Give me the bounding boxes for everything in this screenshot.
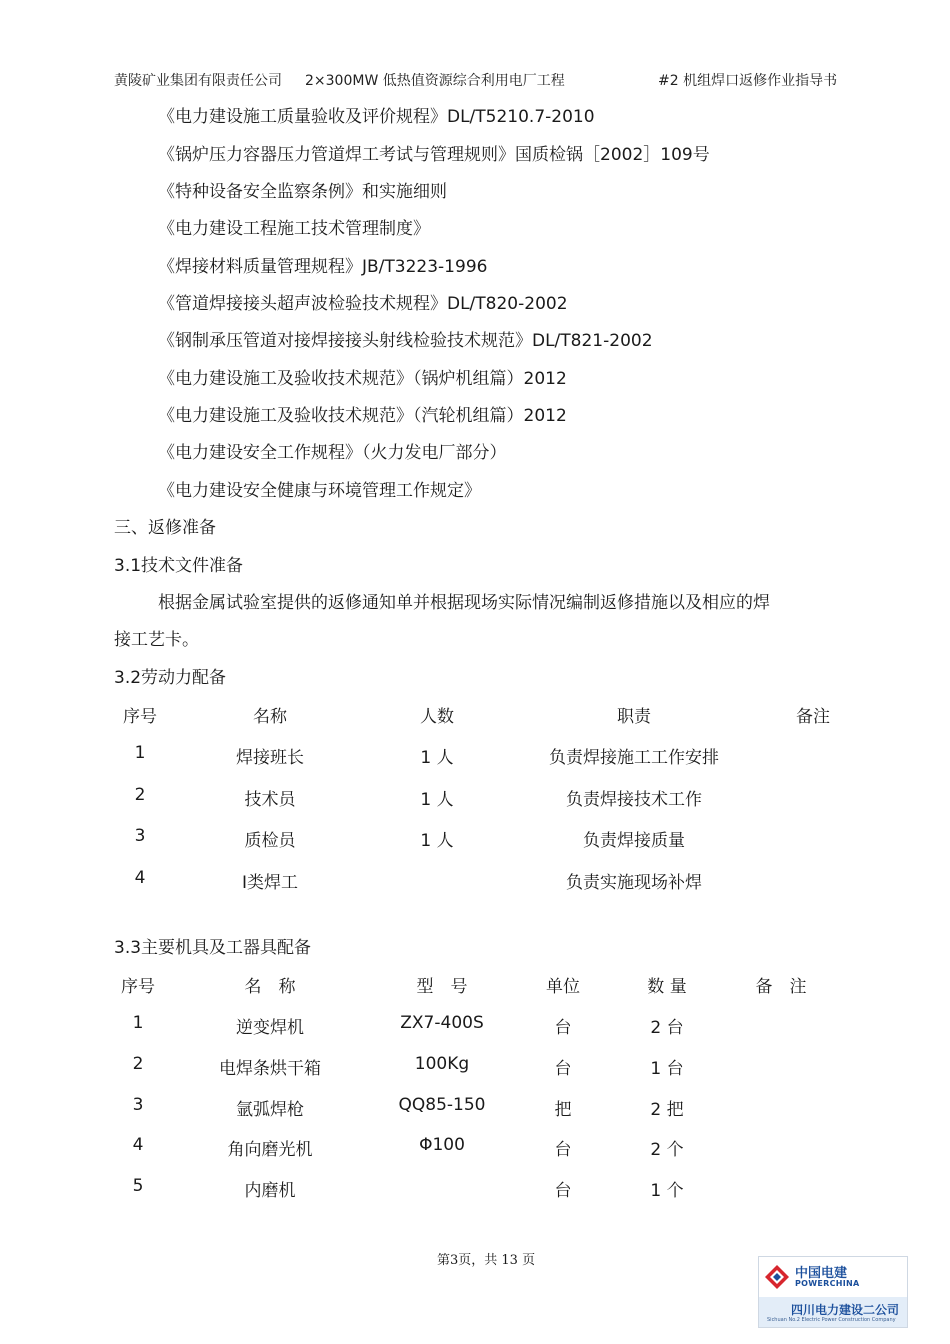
header-cell: 序号 (123, 707, 157, 727)
table-cell: 2 个 (650, 1140, 684, 1160)
reference-item: 《焊接材料质量管理规程》JB/T3223-1996 (158, 257, 488, 277)
table-cell: ZX7-400S (400, 1013, 484, 1033)
reference-item: 《特种设备安全监察条例》和实施细则 (158, 182, 447, 202)
reference-item: 《锅炉压力容器压力管道焊工考试与管理规则》国质检锅［2002］109号 (158, 145, 710, 165)
header-document-title: #2 机组焊口返修作业指导书 (658, 73, 838, 89)
header-cell: 名称 (253, 707, 287, 727)
table-cell: 台 (554, 1181, 572, 1201)
header-cell: 备 注 (755, 977, 807, 997)
table-cell: 1 人 (420, 790, 454, 810)
header-project: 2×300MW 低热值资源综合利用电厂工程 (305, 73, 565, 89)
table-cell: 2 台 (650, 1018, 684, 1038)
table-cell: 100Kg (414, 1054, 470, 1074)
table-cell: 负责焊接技术工作 (566, 790, 702, 810)
table-cell: 负责实施现场补焊 (566, 873, 702, 893)
table-cell: 负责焊接施工工作安排 (549, 748, 719, 768)
table-cell: 技术员 (244, 790, 296, 810)
logo-company-en: Sichuan No.2 Electric Power Construction Company (767, 1317, 896, 1323)
company-logo (758, 1256, 908, 1328)
table-cell: 3 (132, 1095, 144, 1115)
table-cell: 1 台 (650, 1059, 684, 1079)
subsection-heading-3-2: 3.2劳动力配备 (114, 668, 227, 688)
table-cell: 逆变焊机 (236, 1018, 304, 1038)
reference-item: 《电力建设安全健康与环境管理工作规定》 (158, 481, 481, 501)
table-cell: 4 (132, 1135, 144, 1155)
table-cell: 1 (132, 1013, 144, 1033)
paragraph-line: 接工艺卡。 (114, 630, 199, 650)
table-cell: 氩弧焊枪 (236, 1100, 304, 1120)
table-cell: 5 (132, 1176, 144, 1196)
table-cell: Φ100 (419, 1135, 465, 1155)
logo-company-name: 四川电力建设二公司 (791, 1303, 900, 1317)
table-cell: 2 (132, 1054, 144, 1074)
table-cell: 1 (134, 743, 146, 763)
logo-brand-cn: 中国电建 (795, 1266, 848, 1281)
subsection-heading-3-3: 3.3主要机具及工器具配备 (114, 938, 312, 958)
table-cell: 焊接班长 (236, 748, 304, 768)
table-cell: QQ85-150 (398, 1095, 486, 1115)
header-cell: 人数 (420, 707, 454, 727)
header-cell: 序号 (121, 977, 155, 997)
page-number: 第3页，共 13 页 (437, 1253, 536, 1268)
table-cell: 1 人 (420, 748, 454, 768)
reference-item: 《电力建设施工及验收技术规范》（锅炉机组篇）2012 (158, 369, 567, 389)
table-cell: 台 (554, 1059, 572, 1079)
reference-item: 《管道焊接接头超声波检验技术规程》DL/T820-2002 (158, 294, 568, 314)
table-cell: Ⅰ类焊工 (241, 873, 299, 893)
reference-item: 《电力建设工程施工技术管理制度》 (158, 219, 430, 239)
reference-item: 《电力建设施工及验收技术规范》（汽轮机组篇）2012 (158, 406, 567, 426)
reference-item: 《电力建设施工质量验收及评价规程》DL/T5210.7-2010 (158, 107, 595, 127)
powerchina-logo-icon (763, 1263, 791, 1291)
paragraph-line: 根据金属试验室提供的返修通知单并根据现场实际情况编制返修措施以及相应的焊 (158, 593, 770, 613)
table-cell: 2 (134, 785, 146, 805)
header-cell: 名 称 (244, 977, 296, 997)
header-company: 黄陵矿业集团有限责任公司 (114, 73, 282, 89)
table-cell: 质检员 (244, 831, 296, 851)
table-cell: 3 (134, 826, 146, 846)
table-cell: 2 把 (650, 1100, 684, 1120)
table-cell: 内磨机 (244, 1181, 296, 1201)
table-cell: 电焊条烘干箱 (219, 1059, 321, 1079)
table-cell: 台 (554, 1140, 572, 1160)
table-cell: 把 (554, 1100, 572, 1120)
subsection-heading-3-1: 3.1技术文件准备 (114, 556, 244, 576)
table-cell: 1 人 (420, 831, 454, 851)
table-cell: 1 个 (650, 1181, 684, 1201)
header-cell: 职责 (617, 707, 651, 727)
table-cell: 4 (134, 868, 146, 888)
logo-brand-en: POWERCHINA (795, 1279, 860, 1288)
table-cell: 角向磨光机 (227, 1140, 313, 1160)
header-cell: 备注 (796, 707, 830, 727)
header-cell: 型 号 (416, 977, 468, 997)
table-cell: 负责焊接质量 (583, 831, 685, 851)
header-cell: 数 量 (647, 977, 687, 997)
section-heading: 三、返修准备 (114, 518, 216, 538)
header-cell: 单位 (546, 977, 580, 997)
reference-item: 《电力建设安全工作规程》（火力发电厂部分） (158, 443, 507, 463)
reference-item: 《钢制承压管道对接焊接接头射线检验技术规范》DL/T821-2002 (158, 331, 653, 351)
table-cell: 台 (554, 1018, 572, 1038)
